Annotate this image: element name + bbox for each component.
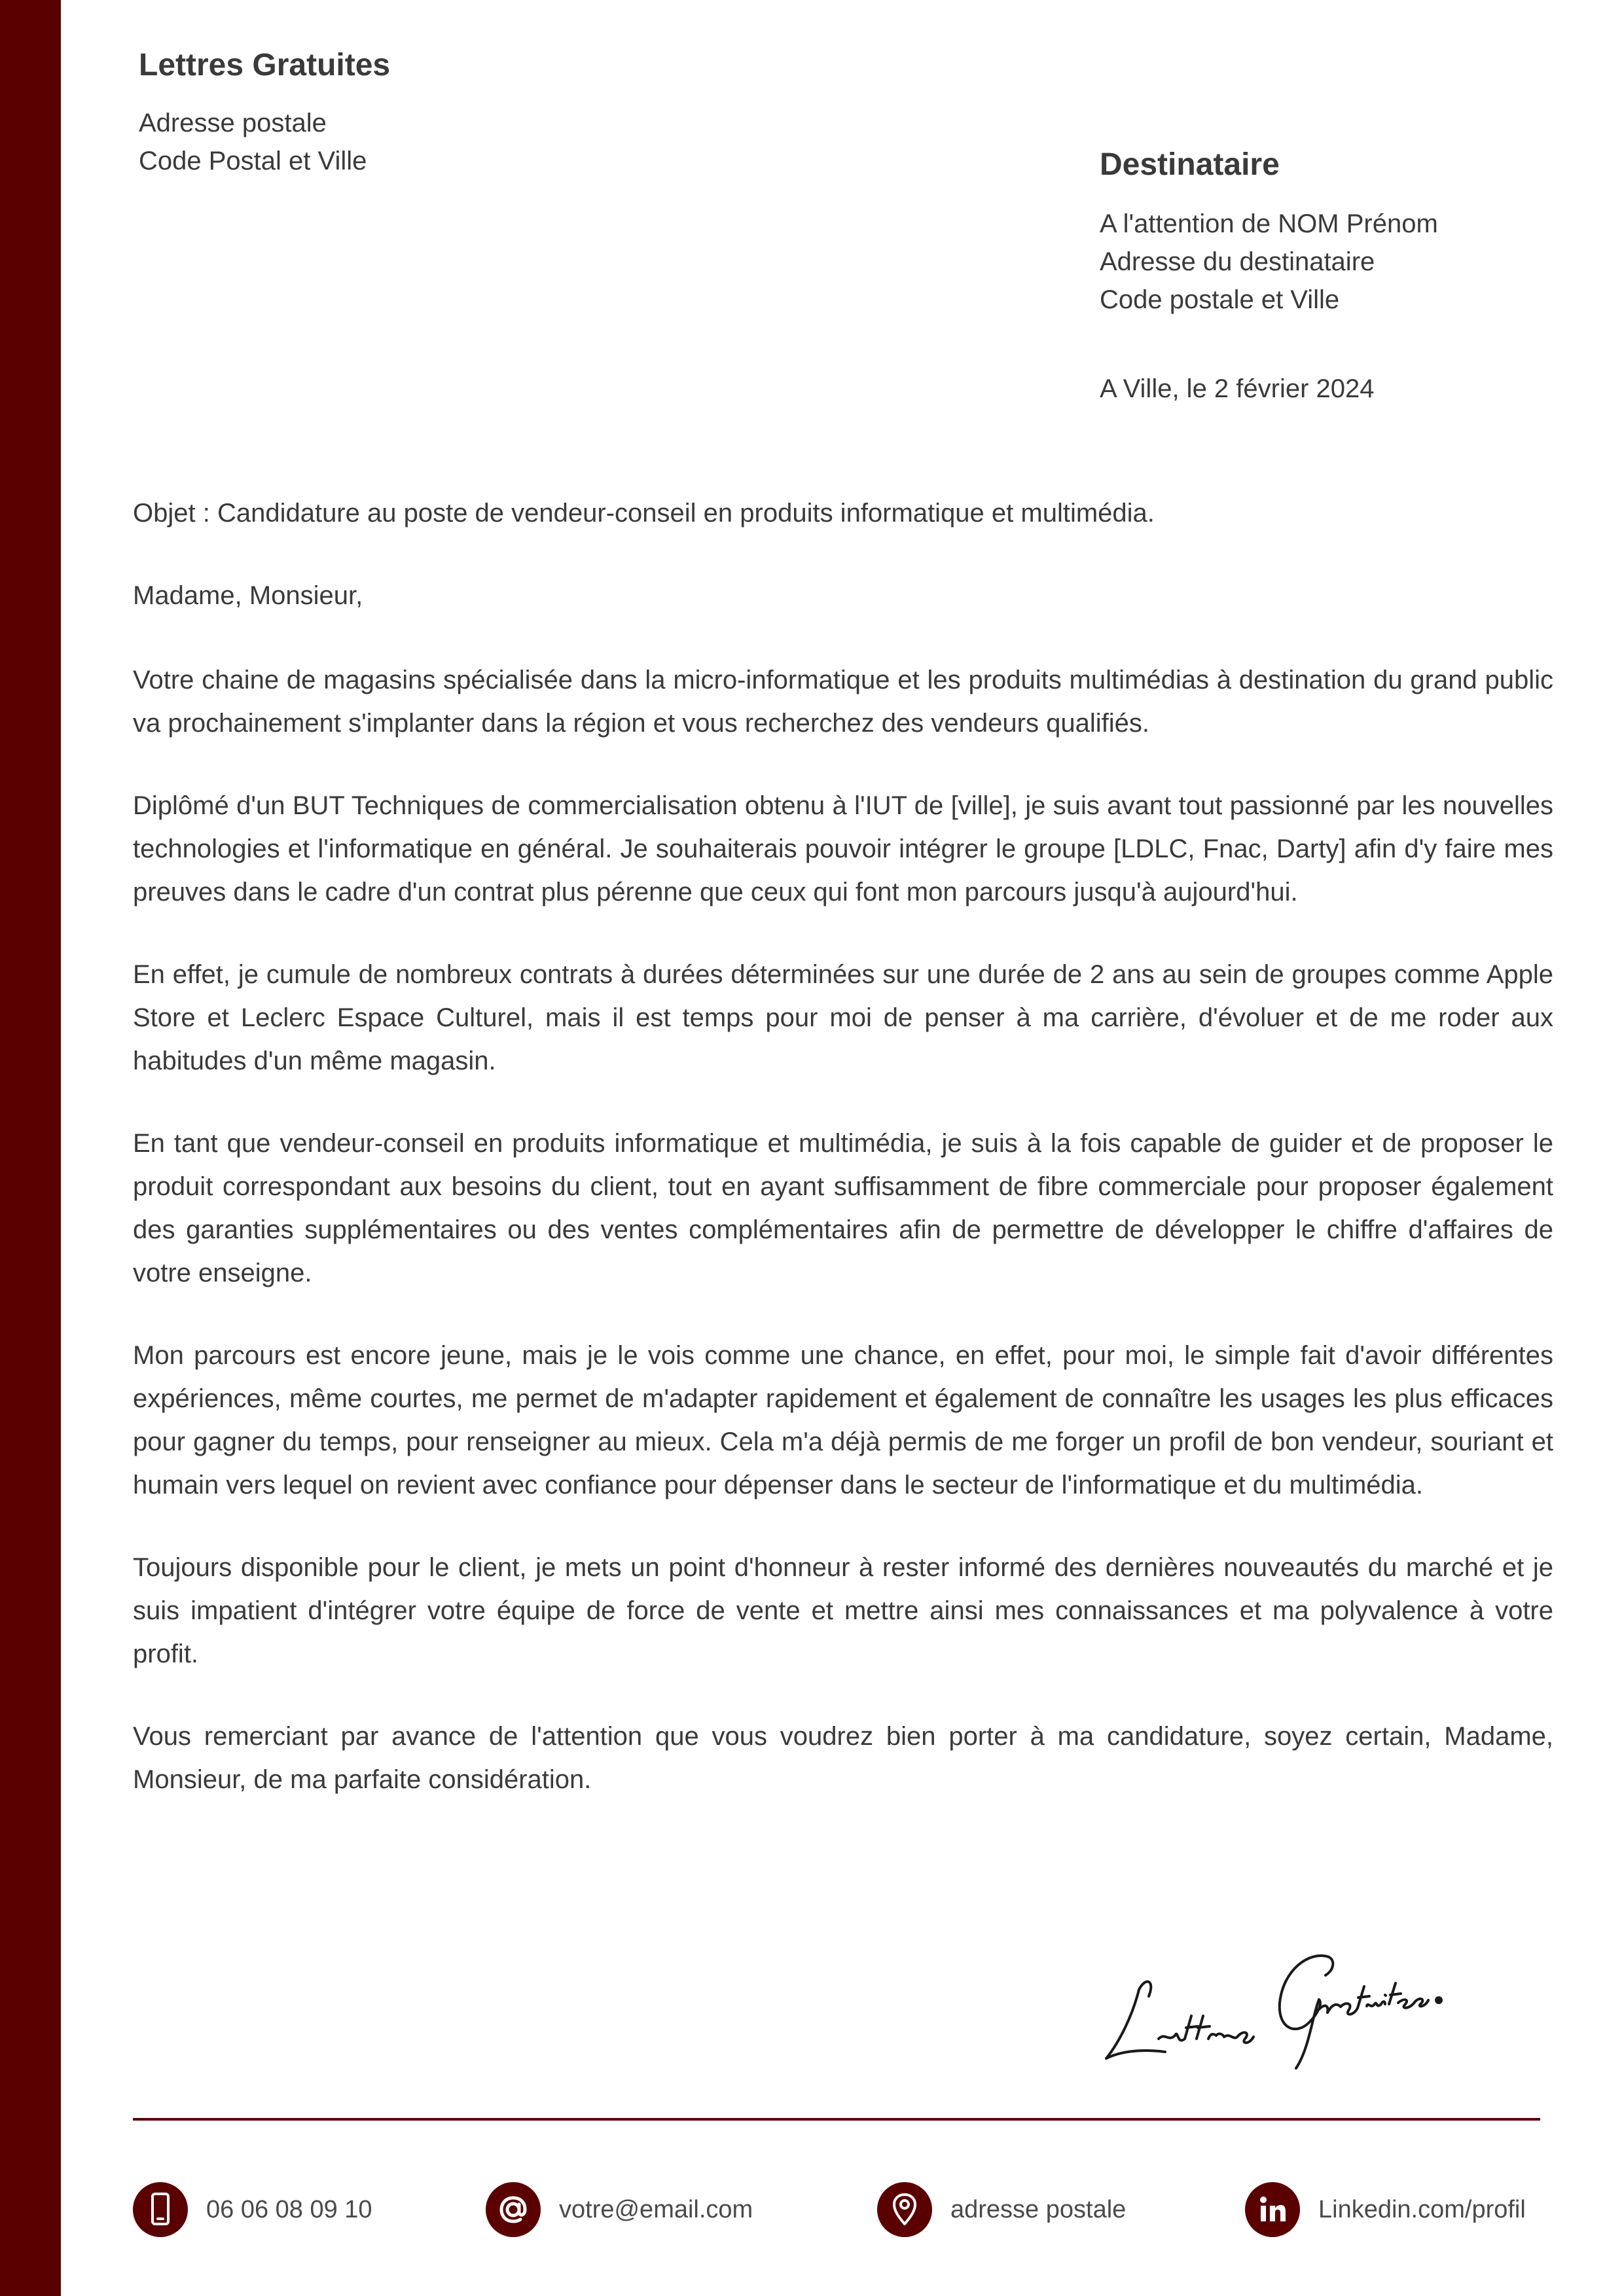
footer-divider xyxy=(133,2118,1540,2121)
body-paragraph: Diplômé d'un BUT Techniques de commercialisation obtenu à l'IUT de [ville], je suis avant tout passionné par les nouvelles technologies et l'informatique en général. Je souhaiterais pouvoir intégrer le groupe [LDLC, Fnac, Darty] afin d'y faire mes preuves dans le cadre d'un contrat plus pérenne que ceux qui font mon parcours jusqu'à aujourd'hui. xyxy=(133,791,1553,906)
at-icon xyxy=(486,2182,541,2237)
postal-address: adresse postale xyxy=(950,2195,1127,2223)
body-paragraph: Votre chaine de magasins spécialisée dans la micro-informatique et les produits multimédias à destination du grand public va prochainement s'implanter dans la région et vous recherchez des vendeurs qualifiés. xyxy=(133,666,1553,738)
body-paragraph: En effet, je cumule de nombreux contrats à durées déterminées sur une durée de 2 ans au sein de groupes comme Apple Store et Leclerc Espace Culturel, mais il est temps pour moi de penser à ma carrière, d'évoluer et de me roder aux habitudes d'un même magasin. xyxy=(133,960,1553,1075)
recipient-title: Destinataire xyxy=(1100,147,1280,182)
sender-name: Lettres Gratuites xyxy=(139,48,391,82)
left-accent-band xyxy=(0,0,61,2296)
footer-phone xyxy=(133,2182,372,2237)
body-paragraph: En tant que vendeur-conseil en produits informatique et multimédia, je suis à la fois capable de guider et de proposer le produit correspondant aux besoins du client, tout en ayant suffisamment de fibre commerciale pour proposer également des garanties supplémentaires ou des ventes complémentaires afin de permettre de développer le chiffre d'affaires de votre enseigne. xyxy=(133,1129,1553,1287)
body-paragraph: Mon parcours est encore jeune, mais je le vois comme une chance, en effet, pour moi, le simple fait d'avoir différentes expériences, même courtes, me permet de m'adapter rapidement et également de connaître les usages les plus efficaces pour gagner du temps, pour renseigner au mieux. Cela m'a déjà permis de me forger un profil de bon vendeur, souriant et humain vers lequel on revient avec confiance pour dépenser dans le secteur de l'informatique et du multimédia. xyxy=(133,1341,1553,1499)
footer-address xyxy=(877,2182,1126,2237)
sender-address: Adresse postale xyxy=(139,109,327,137)
recipient-address: Adresse du destinataire xyxy=(1100,247,1375,276)
phone-icon xyxy=(133,2182,188,2237)
sender-city: Code Postal et Ville xyxy=(139,147,367,175)
footer-linkedin xyxy=(1245,2182,1526,2237)
recipient-city: Code postale et Ville xyxy=(1100,285,1340,314)
handwritten-signature xyxy=(1093,1918,1486,2075)
linkedin-icon xyxy=(1245,2182,1300,2237)
salutation: Madame, Monsieur, xyxy=(133,581,363,610)
footer-email xyxy=(486,2182,753,2237)
body-paragraph: Vous remerciant par avance de l'attention que vous voudrez bien porter à ma candidature, soyez certain, Madame, Monsieur, de ma parfaite considération. xyxy=(133,1722,1553,1794)
email-address: votre@email.com xyxy=(559,2195,753,2223)
letter-object: Objet : Candidature au poste de vendeur-conseil en produits informatique et multimédia. xyxy=(133,499,1155,528)
phone-number: 06 06 08 09 10 xyxy=(206,2195,372,2223)
body-paragraph: Toujours disponible pour le client, je mets un point d'honneur à rester informé des dernières nouveautés du marché et je suis impatient d'intégrer votre équipe de force de vente et mettre ainsi mes connaissances et ma polyvalence à votre profit. xyxy=(133,1553,1553,1668)
letter-date: A Ville, le 2 février 2024 xyxy=(1100,374,1375,403)
linkedin-profile: Linkedin.com/profil xyxy=(1318,2195,1526,2223)
letter-body xyxy=(133,658,1553,1840)
recipient-attention: A l'attention de NOM Prénom xyxy=(1100,209,1438,238)
location-pin-icon xyxy=(877,2182,932,2237)
